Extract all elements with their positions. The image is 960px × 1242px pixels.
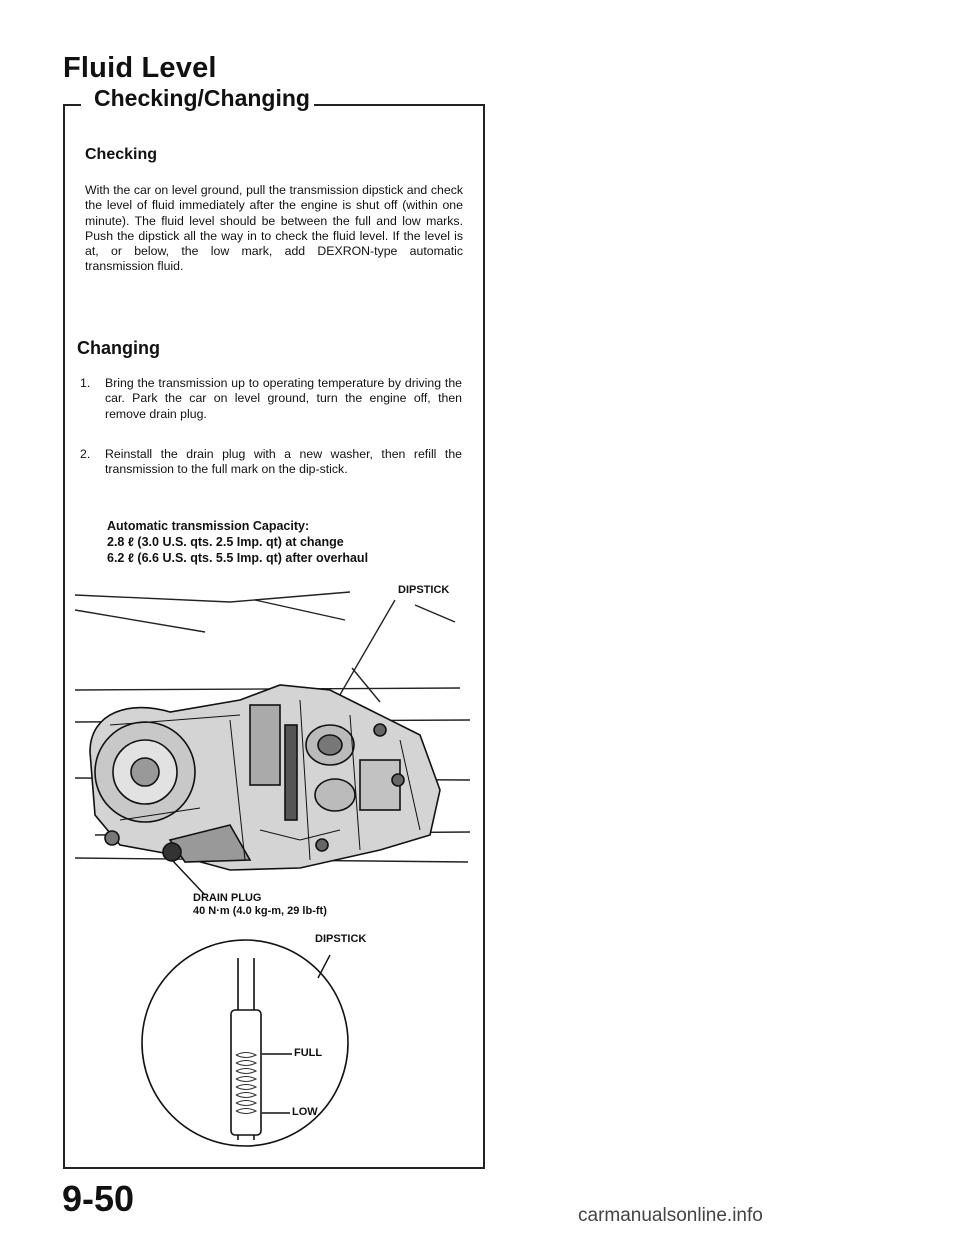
page-title: Fluid Level xyxy=(63,52,217,84)
step-text: Reinstall the drain plug with a new washer, then refill the transmission to the full mark on the dip-stick. xyxy=(105,447,462,477)
dipstick-label: DIPSTICK xyxy=(398,584,450,596)
drain-plug-torque: 40 N·m (4.0 kg-m, 29 lb-ft) xyxy=(193,905,327,917)
section-title: Checking/Changing xyxy=(90,85,314,112)
drain-plug xyxy=(163,843,181,861)
guide-line xyxy=(255,600,345,620)
guide-line xyxy=(75,592,350,602)
capacity-change: 2.8 ℓ (3.0 U.S. qts. 2.5 Imp. qt) at change xyxy=(107,535,344,549)
guide-line xyxy=(75,610,205,632)
guide-line xyxy=(415,605,455,622)
guide-line xyxy=(352,668,380,702)
detail-dipstick-label: DIPSTICK xyxy=(315,933,367,945)
detail-dipstick-leader xyxy=(318,955,330,978)
step-text: Bring the transmission up to operating temperature by driving the car. Park the car on level ground, turn the engine off, then remove drain plug. xyxy=(105,376,462,421)
checking-heading: Checking xyxy=(85,146,158,163)
page-number: 9-50 xyxy=(62,1178,135,1219)
watermark: carmanualsonline.info xyxy=(578,1205,763,1226)
full-mark-label: FULL xyxy=(294,1047,323,1059)
capacity-overhaul: 6.2 ℓ (6.6 U.S. qts. 5.5 Imp. qt) after overhaul xyxy=(107,551,369,565)
changing-heading: Changing xyxy=(77,338,160,358)
drain-plug-label: DRAIN PLUG xyxy=(193,892,262,904)
drain-plug-leader xyxy=(172,860,205,895)
step-number: 2. xyxy=(80,447,91,461)
step-number: 1. xyxy=(80,376,91,390)
capacity-label: Automatic transmission Capacity: xyxy=(107,519,310,533)
low-mark-label: LOW xyxy=(292,1106,318,1118)
checking-paragraph: With the car on level ground, pull the transmission dipstick and check the level of fluid immediately after the engine is shut off (within one minute). The fluid level should be between the full and low marks. Push the dipstick all the way in to check the fluid level. If the level is at, or below, the low mark, add DEXRON-type automatic transmission fluid. xyxy=(85,183,463,274)
